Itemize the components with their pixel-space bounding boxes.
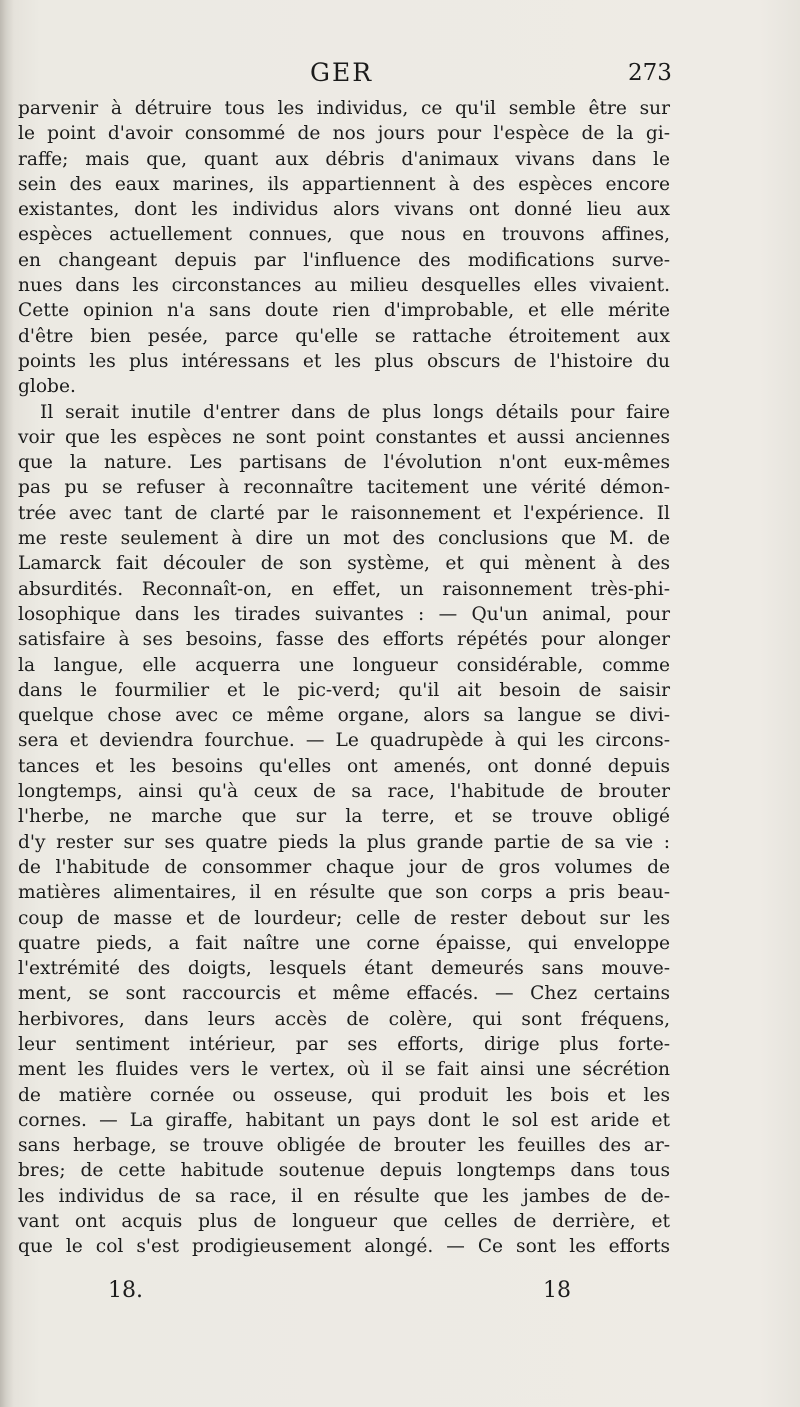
text-line: le point d'avoir consommé de nos jours pour l'espèce de la gi- xyxy=(18,123,670,145)
text-line: longtemps, ainsi qu'à ceux de sa race, l'habitude de brouter xyxy=(18,781,670,803)
text-line: globe. xyxy=(18,376,76,398)
text-line: vant ont acquis plus de longueur que celles de derrière, et xyxy=(18,1211,670,1233)
text-line: de matière cornée ou osseuse, qui produit les bois et les xyxy=(18,1084,670,1106)
text-line: espèces actuellement connues, que nous en trouvons affines, xyxy=(18,224,670,246)
text-line: losophique dans les tirades suivantes : — Qu'un animal, pour xyxy=(18,603,670,625)
running-head xyxy=(0,56,800,96)
text-line: de l'habitude de consommer chaque jour de gros volumes de xyxy=(18,856,670,878)
text-line: points les plus intéressans et les plus obscurs de l'histoire du xyxy=(18,350,670,372)
text-line: raffe; mais que, quant aux débris d'animaux vivans dans le xyxy=(18,148,670,170)
text-line: pas pu se refuser à reconnaître tacitement une vérité démon- xyxy=(18,477,670,499)
text-line: herbivores, dans leurs accès de colère, qui sont fréquens, xyxy=(18,1008,670,1030)
text-line: voir que les espèces ne sont point constantes et aussi anciennes xyxy=(18,426,670,448)
text-line: les individus de sa race, il en résulte que les jambes de de- xyxy=(18,1185,670,1207)
text-line: la langue, elle acquerra une longueur considérable, comme xyxy=(18,654,670,676)
text-line: ment les fluides vers le vertex, où il se fait ainsi une sécrétion xyxy=(18,1059,670,1081)
signature-mark xyxy=(0,1278,800,1310)
text-line: sans herbage, se trouve obligée de brouter les feuilles des ar- xyxy=(18,1135,670,1157)
text-line: coup de masse et de lourdeur; celle de rester debout sur les xyxy=(18,907,670,929)
text-line: me reste seulement à dire un mot des conclusions que M. de xyxy=(18,528,670,550)
text-line: sera et deviendra fourchue. — Le quadrupède à qui les circons- xyxy=(18,730,670,752)
text-line: trée avec tant de clarté par le raisonnement et l'expérience. Il xyxy=(18,502,670,524)
text-line: l'herbe, ne marche que sur la terre, et se trouve obligé xyxy=(18,806,670,828)
text-line: satisfaire à ses besoins, fasse des efforts répétés pour alonger xyxy=(18,629,670,651)
text-line: l'extrémité des doigts, lesquels étant demeurés sans mouve- xyxy=(18,958,670,980)
text-line: Cette opinion n'a sans doute rien d'improbable, et elle mérite xyxy=(18,300,670,322)
text-line: ment, se sont raccourcis et même effacés. — Chez certains xyxy=(18,983,670,1005)
text-line: Il serait inutile d'entrer dans de plus longs détails pour faire xyxy=(40,401,670,423)
text-line: d'y rester sur ses quatre pieds la plus grande partie de sa vie : xyxy=(18,831,670,853)
text-line: absurdités. Reconnaît-on, en effet, un raisonnement très-phi- xyxy=(18,578,670,600)
text-line: Lamarck fait découler de son système, et qui mènent à des xyxy=(18,553,670,575)
signature-left: 18. xyxy=(108,1278,143,1303)
text-line: sein des eaux marines, ils appartiennent à des espèces encore xyxy=(18,173,670,195)
text-line: que le col s'est prodigieusement alongé. — Ce sont les efforts xyxy=(18,1236,670,1258)
text-line: tances et les besoins qu'elles ont amenés, ont donné depuis xyxy=(18,755,670,777)
page-number: 273 xyxy=(628,60,672,86)
text-line: en changeant depuis par l'influence des modifications surve- xyxy=(18,249,670,271)
text-line: matières alimentaires, il en résulte que son corps a pris beau- xyxy=(18,882,670,904)
running-title: GER xyxy=(310,58,374,87)
text-line: dans le fourmilier et le pic-verd; qu'il ait besoin de saisir xyxy=(18,679,670,701)
body-text xyxy=(18,96,670,1260)
signature-right: 18 xyxy=(543,1278,571,1303)
text-line: que la nature. Les partisans de l'évolution n'ont eux-mêmes xyxy=(18,452,670,474)
text-line: existantes, dont les individus alors vivans ont donné lieu aux xyxy=(18,199,670,221)
text-line: nues dans les circonstances au milieu desquelles elles vivaient. xyxy=(18,275,670,297)
text-line: quelque chose avec ce même organe, alors sa langue se divi- xyxy=(18,705,670,727)
text-line: parvenir à détruire tous les individus, ce qu'il semble être sur xyxy=(18,98,670,119)
text-line: cornes. — La giraffe, habitant un pays dont le sol est aride et xyxy=(18,1109,670,1131)
text-line: quatre pieds, a fait naître une corne épaisse, qui enveloppe xyxy=(18,932,670,954)
text-line: bres; de cette habitude soutenue depuis longtemps dans tous xyxy=(18,1160,670,1182)
text-line: leur sentiment intérieur, par ses efforts, dirige plus forte- xyxy=(18,1033,670,1055)
text-line: d'être bien pesée, parce qu'elle se rattache étroitement aux xyxy=(18,325,670,347)
